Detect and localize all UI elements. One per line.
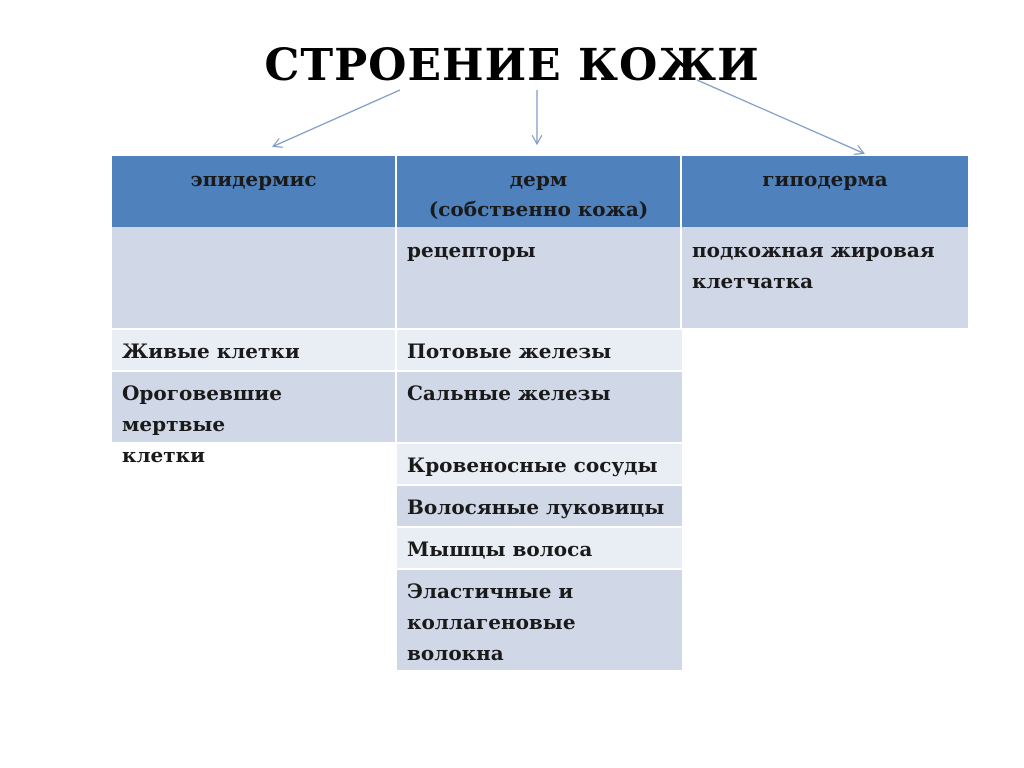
cell-derm-receptors: рецепторы: [397, 227, 682, 330]
cell-epidermis-dead-cells: Ороговевшие мертвые клетки: [112, 372, 397, 442]
cell-derm-sweat-glands: Потовые железы: [397, 330, 682, 372]
cell-epidermis-living-cells: Живые клетки: [112, 330, 397, 372]
arrow-to-epidermis: [274, 90, 400, 146]
cell-derm-blood-vessels: Кровеносные сосуды: [397, 444, 682, 486]
cell-derm-fibers: Эластичные и коллагеновые волокна: [397, 570, 682, 670]
cell-derm-hair-bulbs: Волосяные луковицы: [397, 486, 682, 528]
header-derm: дерм (собственно кожа): [397, 156, 682, 227]
cell-epidermis-empty: [112, 227, 397, 330]
cell-hypoderm-fat: подкожная жировая клетчатка: [682, 227, 968, 330]
cell-derm-hair-muscles: Мышцы волоса: [397, 528, 682, 570]
cell-derm-sebaceous-glands: Сальные железы: [397, 372, 682, 444]
header-hypoderm: гиподерма: [682, 156, 968, 227]
arrow-to-hypoderm: [697, 80, 863, 153]
slide-title: СТРОЕНИЕ КОЖИ: [264, 40, 760, 91]
header-epidermis: эпидермис: [112, 156, 397, 227]
